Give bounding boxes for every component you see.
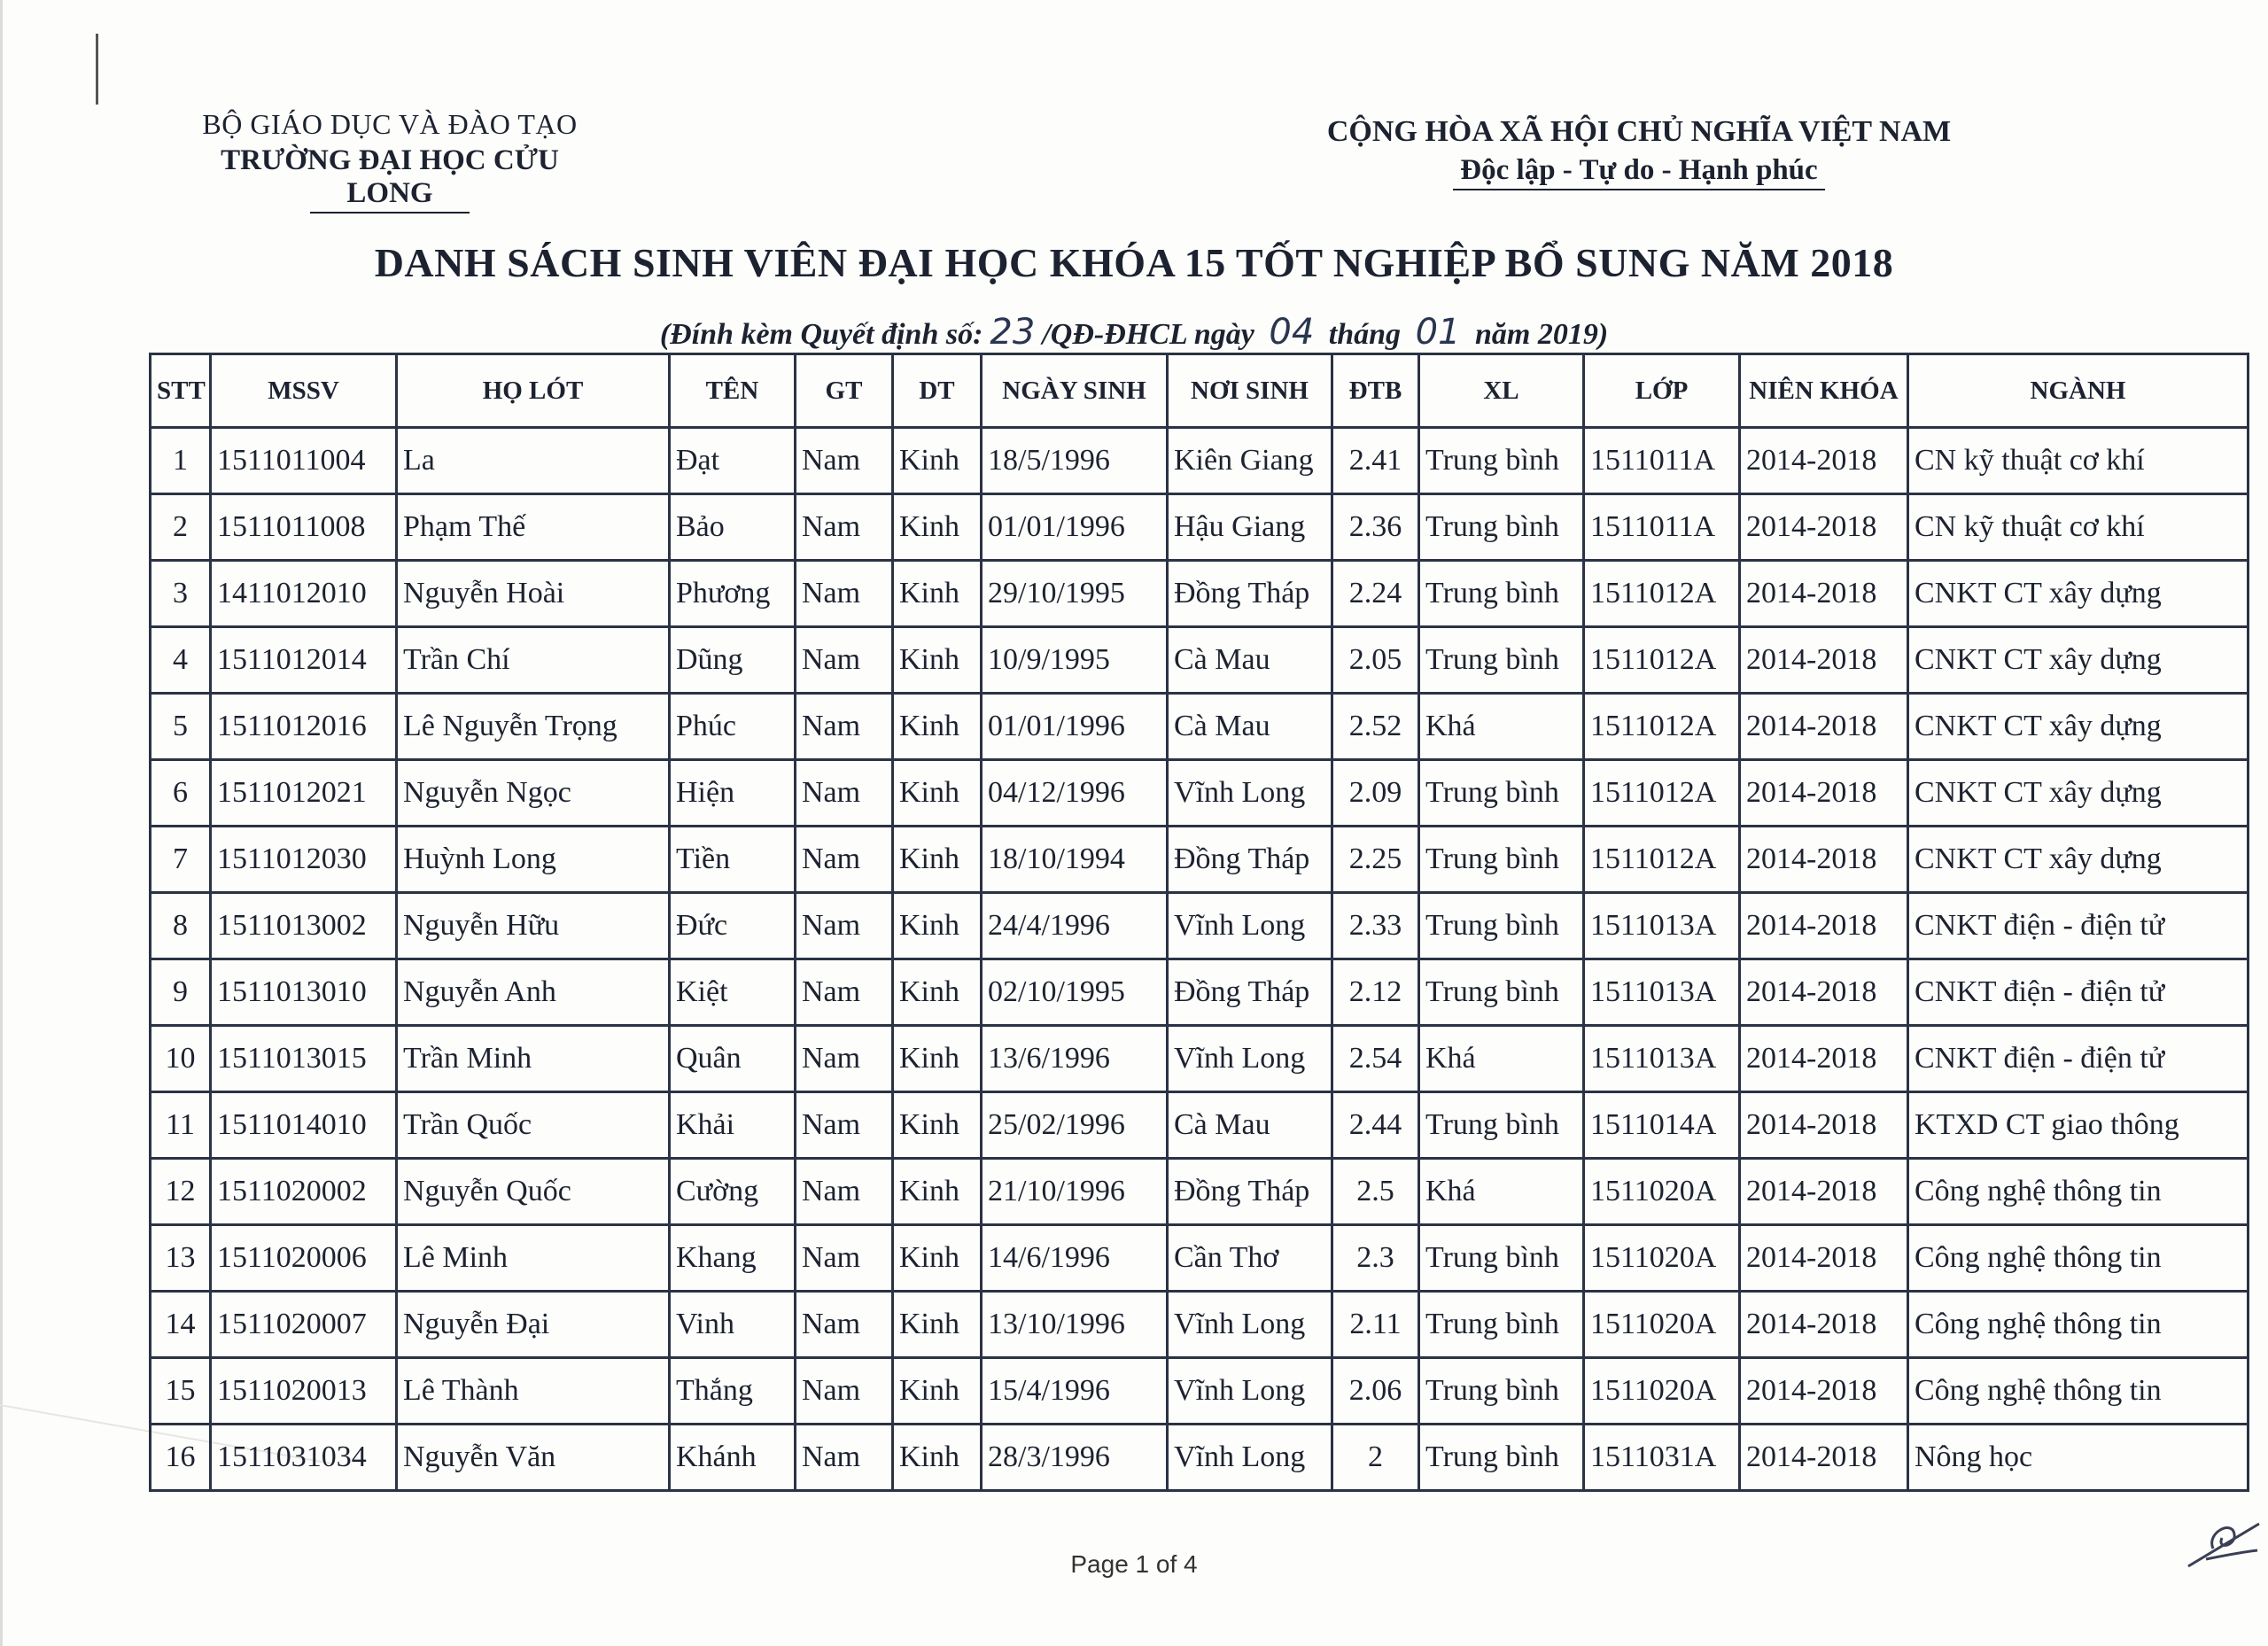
cell-mssv: 1511013015 bbox=[211, 1026, 397, 1092]
cell-ngay-sinh: 25/02/1996 bbox=[982, 1092, 1168, 1159]
cell-nganh: CNKT CT xây dựng bbox=[1908, 694, 2249, 760]
cell-xl: Trung bình bbox=[1419, 428, 1584, 494]
cell-ten: Tiền bbox=[670, 827, 796, 893]
cell-nien-khoa: 2014-2018 bbox=[1740, 1225, 1908, 1292]
cell-xl: Khá bbox=[1419, 1026, 1584, 1092]
cell-xl: Trung bình bbox=[1419, 959, 1584, 1026]
national-motto: Độc lập - Tự do - Hạnh phúc bbox=[1460, 154, 1818, 186]
header-stt: STT bbox=[151, 354, 211, 428]
cell-dtb: 2.25 bbox=[1332, 827, 1419, 893]
cell-dt: Kinh bbox=[893, 694, 982, 760]
cell-nien-khoa: 2014-2018 bbox=[1740, 494, 1908, 561]
cell-noi-sinh: Vĩnh Long bbox=[1168, 1292, 1332, 1358]
cell-ngay-sinh: 01/01/1996 bbox=[982, 694, 1168, 760]
cell-lop: 1511013A bbox=[1584, 959, 1740, 1026]
cell-mssv: 1511020007 bbox=[211, 1292, 397, 1358]
scan-mark bbox=[96, 34, 98, 105]
subtitle-suffix: năm 2019) bbox=[1474, 318, 1609, 351]
cell-ten: Khánh bbox=[670, 1425, 796, 1491]
cell-ngay-sinh: 13/10/1996 bbox=[982, 1292, 1168, 1358]
cell-lop: 1511020A bbox=[1584, 1225, 1740, 1292]
cell-nganh: Công nghệ thông tin bbox=[1908, 1159, 2249, 1225]
cell-dtb: 2.44 bbox=[1332, 1092, 1419, 1159]
cell-nien-khoa: 2014-2018 bbox=[1740, 760, 1908, 827]
cell-ho-lot: Trần Chí bbox=[397, 627, 670, 694]
cell-dt: Kinh bbox=[893, 494, 982, 561]
cell-ngay-sinh: 29/10/1995 bbox=[982, 561, 1168, 627]
cell-ten: Khang bbox=[670, 1225, 796, 1292]
cell-ho-lot: Nguyễn Văn bbox=[397, 1425, 670, 1491]
cell-nien-khoa: 2014-2018 bbox=[1740, 1159, 1908, 1225]
cell-mssv: 1511013010 bbox=[211, 959, 397, 1026]
cell-nien-khoa: 2014-2018 bbox=[1740, 959, 1908, 1026]
cell-gt: Nam bbox=[796, 627, 893, 694]
cell-ngay-sinh: 28/3/1996 bbox=[982, 1425, 1168, 1491]
header-ngay-sinh: NGÀY SINH bbox=[982, 354, 1168, 428]
cell-stt: 12 bbox=[151, 1159, 211, 1225]
cell-ho-lot: Lê Minh bbox=[397, 1225, 670, 1292]
cell-noi-sinh: Hậu Giang bbox=[1168, 494, 1332, 561]
cell-stt: 10 bbox=[151, 1026, 211, 1092]
cell-mssv: 1511014010 bbox=[211, 1092, 397, 1159]
cell-ho-lot: Trần Quốc bbox=[397, 1092, 670, 1159]
table-row bbox=[151, 561, 2249, 627]
cell-nganh: KTXD CT giao thông bbox=[1908, 1092, 2249, 1159]
cell-gt: Nam bbox=[796, 827, 893, 893]
student-table bbox=[149, 353, 2249, 1492]
subtitle-middle: /QĐ-ĐHCL ngày bbox=[1042, 318, 1254, 351]
table-row bbox=[151, 694, 2249, 760]
cell-dtb: 2.3 bbox=[1332, 1225, 1419, 1292]
table-row bbox=[151, 1358, 2249, 1425]
header-right-underline bbox=[1453, 189, 1825, 190]
cell-ngay-sinh: 18/5/1996 bbox=[982, 428, 1168, 494]
header-xl: XL bbox=[1419, 354, 1584, 428]
cell-stt: 4 bbox=[151, 627, 211, 694]
cell-lop: 1511012A bbox=[1584, 694, 1740, 760]
cell-ten: Đức bbox=[670, 893, 796, 959]
table-row bbox=[151, 1292, 2249, 1358]
cell-nganh: Công nghệ thông tin bbox=[1908, 1358, 2249, 1425]
cell-noi-sinh: Đồng Tháp bbox=[1168, 827, 1332, 893]
cell-dtb: 2.54 bbox=[1332, 1026, 1419, 1092]
cell-nien-khoa: 2014-2018 bbox=[1740, 428, 1908, 494]
cell-nganh: CNKT CT xây dựng bbox=[1908, 561, 2249, 627]
cell-ho-lot: Trần Minh bbox=[397, 1026, 670, 1092]
cell-ho-lot: Nguyễn Anh bbox=[397, 959, 670, 1026]
cell-nganh: CNKT CT xây dựng bbox=[1908, 827, 2249, 893]
cell-ho-lot: Nguyễn Hữu bbox=[397, 893, 670, 959]
cell-mssv: 1511012014 bbox=[211, 627, 397, 694]
cell-dtb: 2.36 bbox=[1332, 494, 1419, 561]
cell-noi-sinh: Vĩnh Long bbox=[1168, 1358, 1332, 1425]
cell-xl: Trung bình bbox=[1419, 1425, 1584, 1491]
cell-ho-lot: La bbox=[397, 428, 670, 494]
cell-stt: 5 bbox=[151, 694, 211, 760]
cell-gt: Nam bbox=[796, 1225, 893, 1292]
cell-noi-sinh: Cà Mau bbox=[1168, 1092, 1332, 1159]
header-left-underline bbox=[310, 212, 470, 214]
header-dtb: ĐTB bbox=[1332, 354, 1419, 428]
header-nien-khoa: NIÊN KHÓA bbox=[1740, 354, 1908, 428]
cell-ten: Dũng bbox=[670, 627, 796, 694]
header-right bbox=[1285, 115, 1993, 190]
header-ten: TÊN bbox=[670, 354, 796, 428]
cell-dt: Kinh bbox=[893, 893, 982, 959]
cell-stt: 9 bbox=[151, 959, 211, 1026]
header-mssv: MSSV bbox=[211, 354, 397, 428]
cell-xl: Trung bình bbox=[1419, 494, 1584, 561]
decision-day: 04 bbox=[1269, 312, 1315, 353]
header-lop: LỚP bbox=[1584, 354, 1740, 428]
table-row bbox=[151, 1092, 2249, 1159]
cell-dt: Kinh bbox=[893, 428, 982, 494]
signature-mark bbox=[2171, 1497, 2268, 1577]
cell-lop: 1511012A bbox=[1584, 760, 1740, 827]
cell-ho-lot: Lê Thành bbox=[397, 1358, 670, 1425]
decision-month: 01 bbox=[1415, 312, 1461, 353]
cell-ngay-sinh: 02/10/1995 bbox=[982, 959, 1168, 1026]
cell-xl: Trung bình bbox=[1419, 627, 1584, 694]
country-name: CỘNG HÒA XÃ HỘI CHỦ NGHĨA VIỆT NAM bbox=[1326, 115, 1952, 148]
cell-noi-sinh: Vĩnh Long bbox=[1168, 1026, 1332, 1092]
table-row bbox=[151, 959, 2249, 1026]
cell-lop: 1511020A bbox=[1584, 1358, 1740, 1425]
cell-noi-sinh: Đồng Tháp bbox=[1168, 1159, 1332, 1225]
cell-ngay-sinh: 24/4/1996 bbox=[982, 893, 1168, 959]
cell-ho-lot: Nguyễn Hoài bbox=[397, 561, 670, 627]
cell-dt: Kinh bbox=[893, 1225, 982, 1292]
cell-ten: Cường bbox=[670, 1159, 796, 1225]
cell-stt: 1 bbox=[151, 428, 211, 494]
cell-gt: Nam bbox=[796, 561, 893, 627]
cell-mssv: 1511020002 bbox=[211, 1159, 397, 1225]
cell-lop: 1511020A bbox=[1584, 1159, 1740, 1225]
cell-xl: Trung bình bbox=[1419, 1358, 1584, 1425]
cell-gt: Nam bbox=[796, 893, 893, 959]
cell-noi-sinh: Đồng Tháp bbox=[1168, 959, 1332, 1026]
cell-ten: Bảo bbox=[670, 494, 796, 561]
cell-gt: Nam bbox=[796, 428, 893, 494]
cell-ho-lot: Nguyễn Quốc bbox=[397, 1159, 670, 1225]
cell-ngay-sinh: 01/01/1996 bbox=[982, 494, 1168, 561]
cell-dtb: 2.24 bbox=[1332, 561, 1419, 627]
table-row bbox=[151, 1425, 2249, 1491]
cell-noi-sinh: Cần Thơ bbox=[1168, 1225, 1332, 1292]
table-row bbox=[151, 1026, 2249, 1092]
header-nganh: NGÀNH bbox=[1908, 354, 2249, 428]
cell-gt: Nam bbox=[796, 1092, 893, 1159]
cell-mssv: 1411012010 bbox=[211, 561, 397, 627]
header-gt: GT bbox=[796, 354, 893, 428]
cell-dt: Kinh bbox=[893, 959, 982, 1026]
cell-xl: Trung bình bbox=[1419, 1092, 1584, 1159]
cell-lop: 1511011A bbox=[1584, 428, 1740, 494]
header-ho-lot: HỌ LÓT bbox=[397, 354, 670, 428]
cell-gt: Nam bbox=[796, 694, 893, 760]
cell-gt: Nam bbox=[796, 959, 893, 1026]
cell-ten: Khải bbox=[670, 1092, 796, 1159]
cell-ten: Hiện bbox=[670, 760, 796, 827]
cell-stt: 6 bbox=[151, 760, 211, 827]
cell-ngay-sinh: 04/12/1996 bbox=[982, 760, 1168, 827]
cell-dt: Kinh bbox=[893, 1358, 982, 1425]
cell-nien-khoa: 2014-2018 bbox=[1740, 1358, 1908, 1425]
cell-gt: Nam bbox=[796, 1358, 893, 1425]
cell-nganh: CNKT điện - điện tử bbox=[1908, 893, 2249, 959]
page-number: Page 1 of 4 bbox=[1070, 1550, 1198, 1578]
cell-noi-sinh: Vĩnh Long bbox=[1168, 760, 1332, 827]
cell-stt: 15 bbox=[151, 1358, 211, 1425]
cell-mssv: 1511020006 bbox=[211, 1225, 397, 1292]
cell-noi-sinh: Đồng Tháp bbox=[1168, 561, 1332, 627]
cell-nganh: CNKT CT xây dựng bbox=[1908, 627, 2249, 694]
header-noi-sinh: NƠI SINH bbox=[1168, 354, 1332, 428]
cell-ho-lot: Huỳnh Long bbox=[397, 827, 670, 893]
cell-lop: 1511012A bbox=[1584, 827, 1740, 893]
cell-lop: 1511013A bbox=[1584, 1026, 1740, 1092]
cell-mssv: 1511012021 bbox=[211, 760, 397, 827]
cell-ngay-sinh: 21/10/1996 bbox=[982, 1159, 1168, 1225]
cell-ngay-sinh: 18/10/1994 bbox=[982, 827, 1168, 893]
cell-xl: Khá bbox=[1419, 694, 1584, 760]
cell-noi-sinh: Cà Mau bbox=[1168, 694, 1332, 760]
cell-dt: Kinh bbox=[893, 1026, 982, 1092]
cell-nganh: CN kỹ thuật cơ khí bbox=[1908, 428, 2249, 494]
cell-nganh: Công nghệ thông tin bbox=[1908, 1292, 2249, 1358]
cell-dtb: 2.33 bbox=[1332, 893, 1419, 959]
table-row bbox=[151, 627, 2249, 694]
table-row bbox=[151, 827, 2249, 893]
cell-stt: 11 bbox=[151, 1092, 211, 1159]
cell-dt: Kinh bbox=[893, 1092, 982, 1159]
header-left bbox=[177, 108, 602, 214]
cell-stt: 7 bbox=[151, 827, 211, 893]
table-row bbox=[151, 428, 2249, 494]
cell-noi-sinh: Cà Mau bbox=[1168, 627, 1332, 694]
cell-lop: 1511031A bbox=[1584, 1425, 1740, 1491]
table-row bbox=[151, 1225, 2249, 1292]
cell-xl: Trung bình bbox=[1419, 827, 1584, 893]
cell-gt: Nam bbox=[796, 1159, 893, 1225]
cell-dtb: 2.09 bbox=[1332, 760, 1419, 827]
cell-dt: Kinh bbox=[893, 1292, 982, 1358]
document-title: DANH SÁCH SINH VIÊN ĐẠI HỌC KHÓA 15 TỐT NGHIỆP BỔ SUNG NĂM 2018 bbox=[374, 240, 1894, 285]
cell-stt: 3 bbox=[151, 561, 211, 627]
table-row bbox=[151, 1159, 2249, 1225]
cell-ho-lot: Nguyễn Ngọc bbox=[397, 760, 670, 827]
cell-stt: 8 bbox=[151, 893, 211, 959]
cell-xl: Trung bình bbox=[1419, 561, 1584, 627]
cell-dt: Kinh bbox=[893, 827, 982, 893]
cell-lop: 1511011A bbox=[1584, 494, 1740, 561]
cell-xl: Trung bình bbox=[1419, 1225, 1584, 1292]
cell-stt: 14 bbox=[151, 1292, 211, 1358]
table-row bbox=[151, 760, 2249, 827]
cell-nganh: CNKT CT xây dựng bbox=[1908, 760, 2249, 827]
cell-nien-khoa: 2014-2018 bbox=[1740, 627, 1908, 694]
cell-dtb: 2.11 bbox=[1332, 1292, 1419, 1358]
cell-stt: 13 bbox=[151, 1225, 211, 1292]
document-subtitle bbox=[0, 312, 2268, 353]
cell-nganh: CNKT điện - điện tử bbox=[1908, 959, 2249, 1026]
cell-ngay-sinh: 13/6/1996 bbox=[982, 1026, 1168, 1092]
cell-nien-khoa: 2014-2018 bbox=[1740, 1292, 1908, 1358]
cell-gt: Nam bbox=[796, 1026, 893, 1092]
cell-lop: 1511020A bbox=[1584, 1292, 1740, 1358]
cell-mssv: 1511031034 bbox=[211, 1425, 397, 1491]
cell-ten: Phúc bbox=[670, 694, 796, 760]
cell-mssv: 1511012030 bbox=[211, 827, 397, 893]
cell-dtb: 2.12 bbox=[1332, 959, 1419, 1026]
cell-nganh: CN kỹ thuật cơ khí bbox=[1908, 494, 2249, 561]
cell-ho-lot: Phạm Thế bbox=[397, 494, 670, 561]
cell-noi-sinh: Vĩnh Long bbox=[1168, 893, 1332, 959]
cell-mssv: 1511011004 bbox=[211, 428, 397, 494]
cell-ho-lot: Nguyễn Đại bbox=[397, 1292, 670, 1358]
cell-xl: Khá bbox=[1419, 1159, 1584, 1225]
cell-gt: Nam bbox=[796, 760, 893, 827]
cell-nganh: Công nghệ thông tin bbox=[1908, 1225, 2249, 1292]
cell-nganh: Nông học bbox=[1908, 1425, 2249, 1491]
cell-ho-lot: Lê Nguyễn Trọng bbox=[397, 694, 670, 760]
table-row bbox=[151, 494, 2249, 561]
cell-xl: Trung bình bbox=[1419, 760, 1584, 827]
school-name: TRƯỜNG ĐẠI HỌC CỬU LONG bbox=[221, 144, 559, 209]
cell-mssv: 1511020013 bbox=[211, 1358, 397, 1425]
cell-ten: Kiệt bbox=[670, 959, 796, 1026]
cell-nien-khoa: 2014-2018 bbox=[1740, 1026, 1908, 1092]
cell-lop: 1511014A bbox=[1584, 1092, 1740, 1159]
cell-ten: Phương bbox=[670, 561, 796, 627]
ministry-name: BỘ GIÁO DỤC VÀ ĐÀO TẠO bbox=[202, 108, 578, 140]
cell-xl: Trung bình bbox=[1419, 893, 1584, 959]
cell-nien-khoa: 2014-2018 bbox=[1740, 694, 1908, 760]
cell-dtb: 2.05 bbox=[1332, 627, 1419, 694]
cell-dtb: 2.52 bbox=[1332, 694, 1419, 760]
cell-ten: Đạt bbox=[670, 428, 796, 494]
cell-nien-khoa: 2014-2018 bbox=[1740, 827, 1908, 893]
cell-nien-khoa: 2014-2018 bbox=[1740, 893, 1908, 959]
cell-stt: 16 bbox=[151, 1425, 211, 1491]
cell-stt: 2 bbox=[151, 494, 211, 561]
subtitle-month-label: tháng bbox=[1328, 318, 1402, 351]
cell-dtb: 2.06 bbox=[1332, 1358, 1419, 1425]
table-header-row bbox=[151, 354, 2249, 428]
cell-gt: Nam bbox=[796, 1292, 893, 1358]
cell-ten: Quân bbox=[670, 1026, 796, 1092]
cell-lop: 1511012A bbox=[1584, 561, 1740, 627]
cell-noi-sinh: Kiên Giang bbox=[1168, 428, 1332, 494]
cell-mssv: 1511013002 bbox=[211, 893, 397, 959]
cell-noi-sinh: Vĩnh Long bbox=[1168, 1425, 1332, 1491]
cell-ngay-sinh: 14/6/1996 bbox=[982, 1225, 1168, 1292]
cell-ten: Vinh bbox=[670, 1292, 796, 1358]
cell-dt: Kinh bbox=[893, 1425, 982, 1491]
cell-dt: Kinh bbox=[893, 627, 982, 694]
cell-ten: Thắng bbox=[670, 1358, 796, 1425]
cell-dt: Kinh bbox=[893, 760, 982, 827]
cell-gt: Nam bbox=[796, 494, 893, 561]
cell-lop: 1511012A bbox=[1584, 627, 1740, 694]
cell-ngay-sinh: 15/4/1996 bbox=[982, 1358, 1168, 1425]
cell-lop: 1511013A bbox=[1584, 893, 1740, 959]
cell-dtb: 2 bbox=[1332, 1425, 1419, 1491]
cell-mssv: 1511012016 bbox=[211, 694, 397, 760]
subtitle-prefix: (Đính kèm Quyết định số: bbox=[659, 318, 983, 351]
cell-dt: Kinh bbox=[893, 1159, 982, 1225]
cell-dtb: 2.41 bbox=[1332, 428, 1419, 494]
header-dt: DT bbox=[893, 354, 982, 428]
cell-dt: Kinh bbox=[893, 561, 982, 627]
cell-nien-khoa: 2014-2018 bbox=[1740, 1425, 1908, 1491]
cell-nien-khoa: 2014-2018 bbox=[1740, 561, 1908, 627]
decision-number: 23 bbox=[990, 312, 1036, 353]
cell-nien-khoa: 2014-2018 bbox=[1740, 1092, 1908, 1159]
cell-gt: Nam bbox=[796, 1425, 893, 1491]
cell-mssv: 1511011008 bbox=[211, 494, 397, 561]
table-row bbox=[151, 893, 2249, 959]
cell-nganh: CNKT điện - điện tử bbox=[1908, 1026, 2249, 1092]
cell-dtb: 2.5 bbox=[1332, 1159, 1419, 1225]
cell-ngay-sinh: 10/9/1995 bbox=[982, 627, 1168, 694]
cell-xl: Trung bình bbox=[1419, 1292, 1584, 1358]
